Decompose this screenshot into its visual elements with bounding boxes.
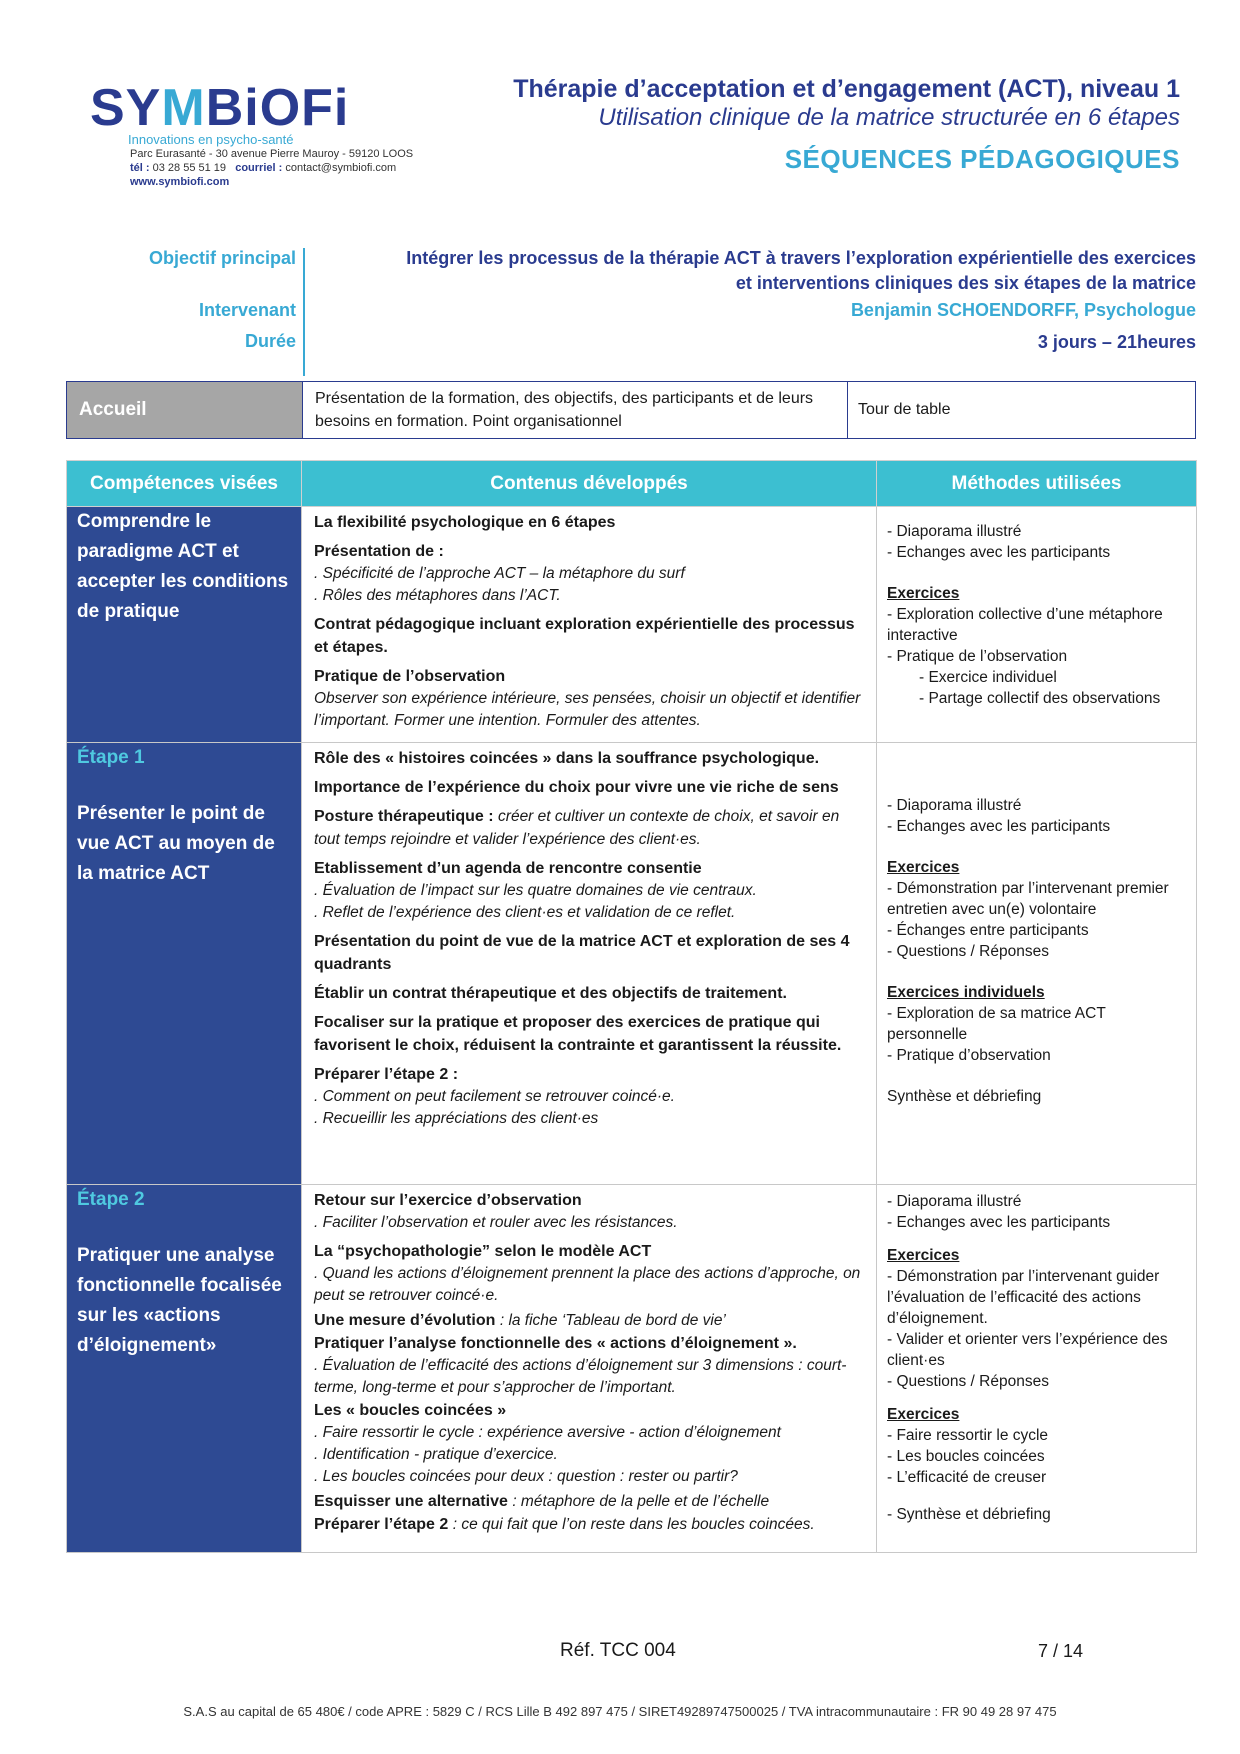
table-row [67,1185,1197,1553]
table-header-row [67,461,1197,507]
accueil-content: Présentation de la formation, des objectifs, des participants et de leurs besoins en formation. Point organisationnel [302,382,847,438]
content-cell [302,743,877,1185]
content-item: . Faire ressortir le cycle : expérience aversive - action d’éloignement [314,1424,781,1441]
method-item: - Exploration collective d’une métaphore interactive [887,606,1163,644]
content-item: . Spécificité de l’approche ACT – la métaphore du surf [314,565,685,582]
content-heading: Présentation du point de vue de la matrice ACT et exploration de ses 4 quadrants [314,933,850,973]
method-item: - Exercice individuel [919,669,1057,686]
method-item: - Partage collectif des observations [919,690,1161,707]
content-item: Observer son expérience intérieure, ses pensées, choisir un objectif et identifier l’important. Former une intention. Formuler des attentes. [314,690,861,729]
method-item: - Échanges entre participants [887,922,1089,939]
speaker-value: Benjamin SCHOENDORFF, Psychologue [850,300,1196,320]
document-header [513,74,1180,175]
legal-notice: S.A.S au capital de 65 480€ / code APRE : 5829 C / RCS Lille B 492 897 475 / SIRET49289747500025 / TVA intracommunautaire : FR 90 49 28 97 475 [183,1704,1057,1719]
method-item: - Démonstration par l’intervenant premier entretien avec un(e) volontaire [887,880,1169,918]
symbiofi-logo [90,79,430,147]
header-competences: Compétences visées [67,461,302,507]
contact-phone-mail: tél : 03 28 55 51 19 courriel : contact@symbiofi.com [130,162,397,174]
method-item: - Questions / Réponses [887,943,1049,960]
table-row [67,743,1197,1185]
accueil-row [66,381,1196,439]
content-item: . Quand les actions d’éloignement prennent la place des actions d’approche, on peut se retrouver coincé·e. [314,1265,861,1304]
step-label: Étape 1 [77,747,145,768]
content-heading: Importance de l’expérience du choix pour vivre une vie riche de sens [314,779,839,796]
content-heading: Établir un contrat thérapeutique et des objectifs de traitement. [314,985,787,1002]
document-subtitle: Utilisation clinique de la matrice structurée en 6 étapes [598,104,1180,131]
method-heading: Exercices [887,859,960,876]
contact-block [130,147,413,189]
method-item: - Valider et orienter vers l’expérience des client·es [887,1331,1168,1369]
page-number: 7 / 14 [1038,1641,1084,1661]
method-item: - Questions / Réponses [887,1373,1049,1390]
content-item: . Reflet de l’expérience des client·es et validation de ce reflet. [314,904,736,921]
methods-cell [877,1185,1197,1553]
content-heading: Etablissement d’un agenda de rencontre consentie [314,860,702,877]
method-heading: Exercices [887,585,960,602]
method-item: - Diaporama illustré [887,523,1022,540]
method-heading: Exercices [887,1247,960,1264]
methods-cell [877,743,1197,1185]
competence-text: Présenter le point de vue ACT au moyen de la matrice ACT [77,803,275,884]
content-heading: Retour sur l’exercice d’observation [314,1192,582,1209]
training-info [66,248,1196,376]
program-table [66,460,1197,1553]
method-item: - Exploration de sa matrice ACT personnelle [887,1005,1106,1043]
contact-website: www.symbiofi.com [130,176,230,188]
competence-cell [67,1185,302,1553]
logo-tagline: Innovations en psycho-santé [128,132,294,147]
content-item: . Évaluation de l’efficacité des actions d’éloignement sur 3 dimensions : court-terme, long-terme et pour s’approcher de l’important. [314,1357,847,1396]
info-divider [303,248,305,376]
method-item: - Les boucles coincées [887,1448,1045,1465]
content-heading: Les « boucles coincées » [314,1402,507,1419]
method-item: - Pratique de l’observation [887,648,1068,665]
methods-cell [877,507,1197,743]
content-item: . Faciliter l’observation et rouler avec les résistances. [314,1214,678,1231]
method-item: - Echanges avec les participants [887,818,1111,835]
content-item: . Recueillir les appréciations des client·es [314,1110,599,1127]
step-label: Étape 2 [77,1189,145,1210]
competence-cell [67,743,302,1185]
method-item: - Diaporama illustré [887,797,1022,814]
content-heading: Préparer l’étape 2 : [314,1066,459,1083]
method-heading: Exercices [887,1406,960,1423]
method-item: - Echanges avec les participants [887,1214,1111,1231]
content-item: . Évaluation de l’impact sur les quatre domaines de vie centraux. [314,882,757,899]
duration-value: 3 jours – 21heures [1037,332,1196,352]
speaker-label: Intervenant [198,300,296,320]
objective-value: Intégrer les processus de la thérapie ACT à travers l’exploration expérientielle des exercices et interventions cliniques des six étapes de la matrice [406,248,1196,293]
document-reference: Réf. TCC 004 [560,1640,676,1661]
competence-cell [67,507,302,743]
content-item: . Identification - pratique d’exercice. [314,1446,558,1463]
content-heading: Contrat pédagogique incluant exploration expérientielle des processus et étapes. [314,616,855,656]
content-mixed: Préparer l’étape 2 : ce qui fait que l’on reste dans les boucles coincées. [314,1516,815,1533]
content-heading: Pratiquer l’analyse fonctionnelle des « actions d’éloignement ». [314,1335,797,1352]
accueil-label: Accueil [67,382,302,438]
logo-wordmark: SYMBiOFi [90,79,350,137]
contact-address: Parc Eurasanté - 30 avenue Pierre Mauroy - 59120 LOOS [130,148,414,160]
section-title: SÉQUENCES PÉDAGOGIQUES [784,144,1180,174]
content-cell [302,507,877,743]
method-heading: Exercices individuels [887,984,1045,1001]
content-item: . Rôles des métaphores dans l’ACT. [314,587,561,604]
accueil-method: Tour de table [847,382,1195,438]
document-title: Thérapie d’acceptation et d’engagement (ACT), niveau 1 [513,75,1180,103]
content-heading: Pratique de l’observation [314,668,506,685]
content-mixed: Esquisser une alternative : métaphore de la pelle et de l’échelle [314,1493,770,1510]
method-item: - Synthèse et débriefing [887,1506,1051,1523]
content-heading: Présentation de : [314,543,444,560]
method-item: - Démonstration par l’intervenant guider l’évaluation de l’efficacité des actions d’éloignement. [887,1268,1160,1327]
table-row [67,507,1197,743]
content-heading: Rôle des « histoires coincées » dans la souffrance psychologique. [314,750,820,767]
content-mixed: Posture thérapeutique : créer et cultiver un contexte de choix, et savoir en tout temps rejoindre et valider l’expérience des client·es. [314,808,840,848]
header-contenus: Contenus développés [302,461,877,507]
method-item: - Pratique d’observation [887,1047,1051,1064]
method-item: - Echanges avec les participants [887,544,1111,561]
method-item: Synthèse et débriefing [887,1088,1042,1105]
content-heading: La flexibilité psychologique en 6 étapes [314,514,616,531]
method-item: - Faire ressortir le cycle [887,1427,1049,1444]
content-cell [302,1185,877,1553]
header-methodes: Méthodes utilisées [877,461,1197,507]
method-item: - Diaporama illustré [887,1193,1022,1210]
content-mixed: Une mesure d’évolution : la fiche ‘Tableau de bord de vie’ [314,1312,726,1329]
content-heading: La “psychopathologie” selon le modèle ACT [314,1243,652,1260]
content-heading: Focaliser sur la pratique et proposer des exercices de pratique qui favorisent le choix, réduisent la contrainte et garantissent la réussite. [314,1014,842,1054]
objective-label: Objectif principal [148,248,296,268]
method-item: - L’efficacité de creuser [887,1469,1047,1486]
competence-text: Pratiquer une analyse fonctionnelle focalisée sur les «actions d’éloignement» [77,1245,282,1356]
duration-label: Durée [244,331,296,351]
content-item: . Comment on peut facilement se retrouver coincé·e. [314,1088,675,1105]
content-item: . Les boucles coincées pour deux : question : rester ou partir? [314,1468,738,1485]
competence-text: Comprendre le paradigme ACT et accepter les conditions de pratique [77,511,289,622]
